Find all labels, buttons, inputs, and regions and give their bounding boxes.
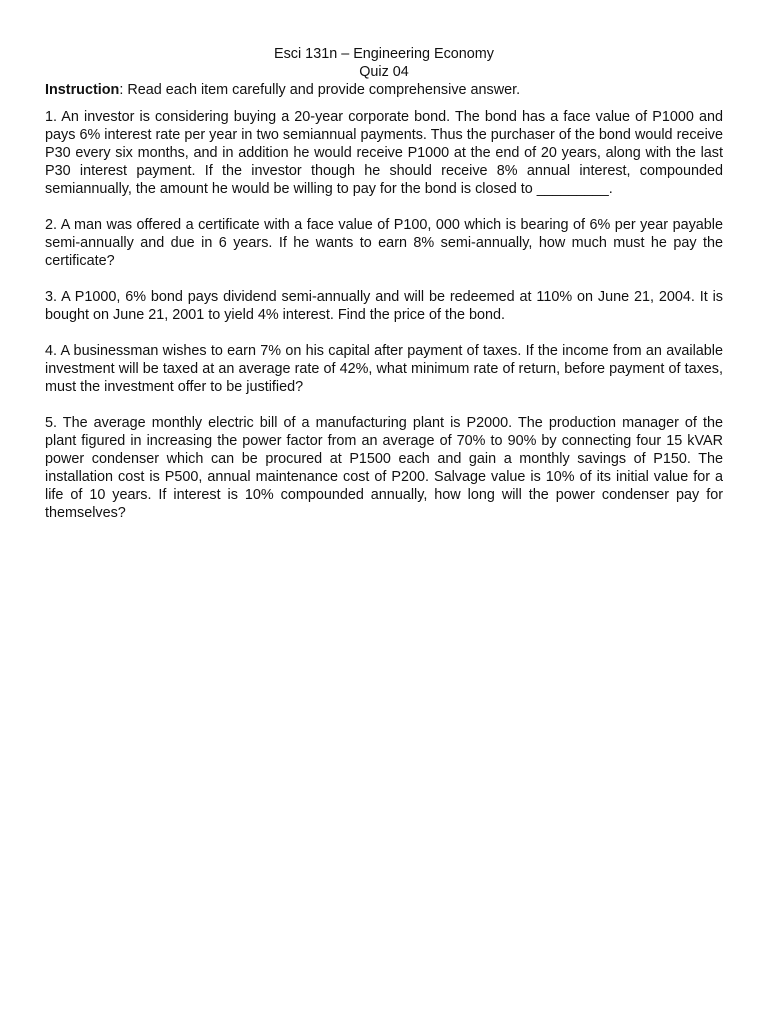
question-item-2: 2. A man was offered a certificate with a face value of P100, 000 which is bearing of 6% per year payable semi-annually and due in 6 years. If he wants to earn 8% semi-annually, how much must he pay the certificate? [45,217,723,269]
document-header [45,45,723,81]
quiz-title: Quiz 04 [359,64,409,80]
instruction-line [45,81,723,99]
question-item-4: 4. A businessman wishes to earn 7% on his capital after payment of taxes. If the income from an available investment will be taxed at an average rate of 42%, what minimum rate of return, before payment of taxes, must the investment offer to be justified? [45,343,723,395]
instruction-text: : Read each item carefully and provide comprehensive answer. [119,82,521,98]
course-title: Esci 131n – Engineering Economy [274,46,494,62]
instruction-label: Instruction [45,82,120,98]
question-item-5: 5. The average monthly electric bill of a manufacturing plant is P2000. The production manager of the plant figured in increasing the power factor from an average of 70% to 90% by connecting four 15 kVAR power condenser which can be procured at P1500 each and gain a monthly savings of P150. The installation cost is P500, annual maintenance cost of P200. Salvage value is 10% of its initial value for a life of 10 years. If interest is 10% compounded annually, how long will the power condenser pay for themselves? [45,415,723,521]
question-item-3: 3. A P1000, 6% bond pays dividend semi-annually and will be redeemed at 110% on June 21, 2004. It is bought on June 21, 2001 to yield 4% interest. Find the price of the bond. [45,289,723,323]
question-item-1: 1. An investor is considering buying a 20-year corporate bond. The bond has a face value of P1000 and pays 6% interest rate per year in two semiannual payments. Thus the purchaser of the bond would receive P30 every six months, and in addition he would receive P1000 at the end of 20 years, along with the last P30 interest payment. If the investor though he should receive 8% annual interest, compounded semiannually, the amount he would be willing to pay for the bond is closed to _________. [45,109,723,197]
document-page [45,45,723,522]
